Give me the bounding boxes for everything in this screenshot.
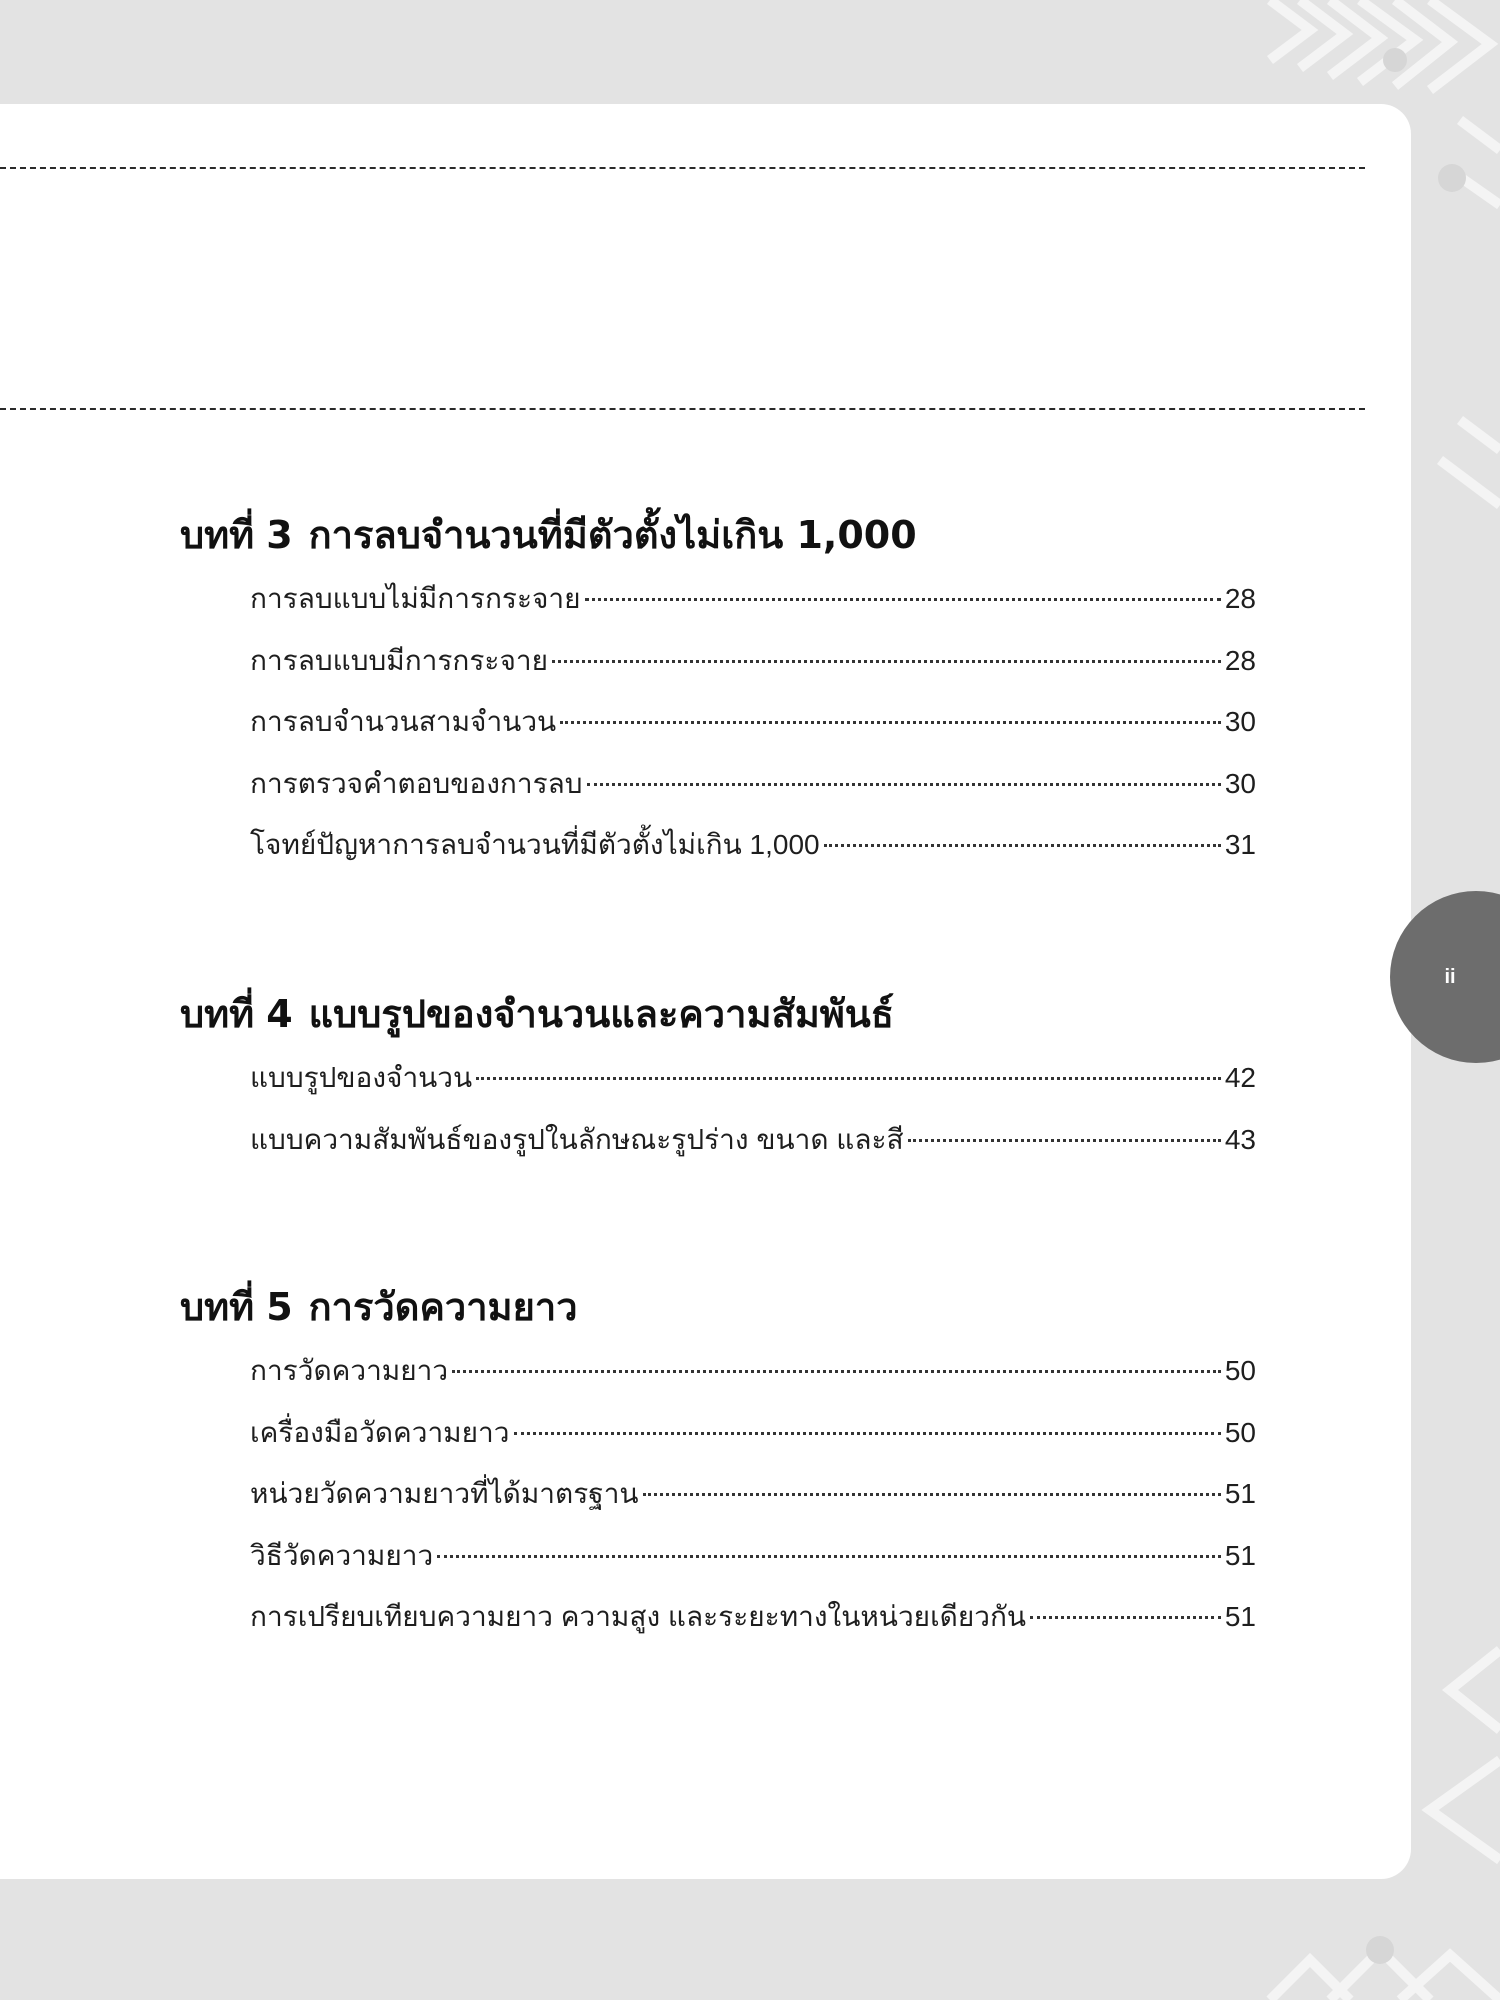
toc-list xyxy=(250,1056,1256,1179)
dot-leader xyxy=(437,1555,1221,1558)
chapter-4 xyxy=(180,986,1260,1179)
dot-leader xyxy=(587,783,1221,786)
toc-list xyxy=(250,1349,1256,1657)
chapter-prefix: บทที่ xyxy=(180,1285,255,1329)
toc-page xyxy=(0,104,1411,1879)
chapter-5 xyxy=(180,1279,1260,1657)
chapter-title xyxy=(180,1279,1260,1335)
dot-leader xyxy=(908,1139,1221,1142)
toc-entry-page: 42 xyxy=(1224,1062,1256,1093)
toc-entry-label: แบบรูปของจำนวน xyxy=(250,1062,473,1093)
dot-leader xyxy=(1030,1616,1221,1619)
chapter-name: แบบรูปของจำนวนและความสัมพันธ์ xyxy=(308,992,894,1036)
toc-entry[interactable] xyxy=(250,639,1256,701)
toc-entry-page: 50 xyxy=(1224,1416,1256,1448)
toc-entry-page: 31 xyxy=(1224,829,1256,860)
toc-entry[interactable] xyxy=(250,1411,1256,1473)
toc-entry-label: วิธีวัดความยาว xyxy=(250,1539,434,1571)
page-number: ii xyxy=(1444,966,1456,988)
toc-entry-label: การวัดความยาว xyxy=(250,1355,449,1386)
toc-entry-label: การเปรียบเทียบความยาว ความสูง และระยะทางในหน่วยเดียวกัน xyxy=(250,1601,1027,1632)
chapter-number: 5 xyxy=(266,1285,293,1329)
chapter-number: 3 xyxy=(266,513,293,557)
toc-entry-label: แบบความสัมพันธ์ของรูปในลักษณะรูปร่าง ขนาด และสี xyxy=(250,1123,904,1155)
chapter-title xyxy=(180,986,1260,1042)
chapter-prefix: บทที่ xyxy=(180,992,255,1036)
chapter-title xyxy=(180,507,1260,563)
toc-entry-page: 30 xyxy=(1224,706,1256,737)
toc-entry-label: การลบจำนวนสามจำนวน xyxy=(250,706,557,737)
toc-entry-label: เครื่องมือวัดความยาว xyxy=(250,1416,510,1448)
chapter-number: 4 xyxy=(266,992,293,1036)
toc-entry[interactable] xyxy=(250,1595,1256,1657)
toc-entry-label: การตรวจคำตอบของการลบ xyxy=(250,767,583,799)
toc-list xyxy=(250,577,1256,885)
dot-leader xyxy=(514,1432,1221,1435)
toc-entry-page: 30 xyxy=(1224,767,1256,799)
chapter-prefix: บทที่ xyxy=(180,513,255,557)
toc-entry-page: 51 xyxy=(1224,1478,1256,1509)
dashed-divider-top xyxy=(0,167,1365,169)
toc-entry-page: 28 xyxy=(1224,644,1256,676)
toc-entry[interactable] xyxy=(250,1349,1256,1411)
dot-leader xyxy=(643,1493,1221,1496)
toc-entry[interactable] xyxy=(250,823,1256,885)
toc-entry-page: 51 xyxy=(1224,1601,1256,1632)
dot-leader xyxy=(585,598,1221,601)
toc-entry[interactable] xyxy=(250,1118,1256,1180)
toc-entry-page: 51 xyxy=(1224,1539,1256,1571)
toc-entry[interactable] xyxy=(250,577,1256,639)
toc-entry[interactable] xyxy=(250,1056,1256,1118)
toc-entry-label: หน่วยวัดความยาวที่ได้มาตรฐาน xyxy=(250,1478,639,1509)
dot-leader xyxy=(476,1077,1221,1080)
toc-entry-page: 50 xyxy=(1224,1355,1256,1386)
toc-entry[interactable] xyxy=(250,762,1256,824)
chapter-3 xyxy=(180,507,1260,885)
dot-leader xyxy=(552,660,1221,663)
dot-leader xyxy=(560,721,1221,724)
toc-entry[interactable] xyxy=(250,1534,1256,1596)
toc-entry-page: 43 xyxy=(1224,1123,1256,1155)
toc-entry[interactable] xyxy=(250,700,1256,762)
toc-entry-label: โจทย์ปัญหาการลบจำนวนที่มีตัวตั้งไม่เกิน 1,000 xyxy=(250,829,820,860)
chapter-name: การวัดความยาว xyxy=(308,1285,578,1329)
toc-entry-label: การลบแบบมีการกระจาย xyxy=(250,644,548,676)
toc-entry-label: การลบแบบไม่มีการกระจาย xyxy=(250,583,581,614)
dot-leader xyxy=(824,844,1221,847)
chapter-name: การลบจำนวนที่มีตัวตั้งไม่เกิน 1,000 xyxy=(308,513,917,557)
dashed-divider-bottom xyxy=(0,408,1365,410)
toc-entry[interactable] xyxy=(250,1472,1256,1534)
toc-entry-page: 28 xyxy=(1224,583,1256,614)
dot-leader xyxy=(452,1370,1221,1373)
